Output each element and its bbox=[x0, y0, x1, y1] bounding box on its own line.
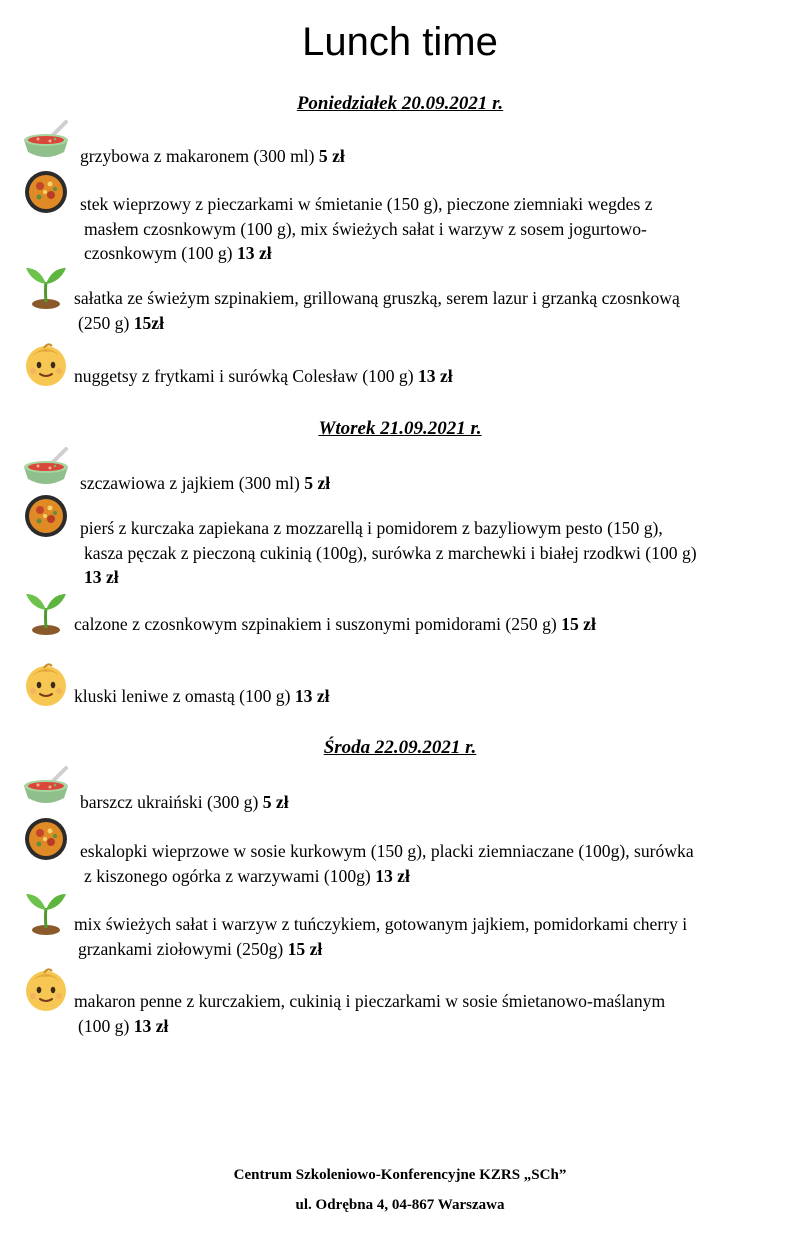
menu-item-price: 13 zł bbox=[375, 865, 410, 886]
day-heading: Poniedziałek 20.09.2021 r. bbox=[296, 93, 504, 114]
menu-item-description bbox=[80, 471, 792, 496]
menu-item-line: makaron penne z kurczakiem, cukinią i pieczarkami w sosie śmietanowo-maślanym bbox=[74, 991, 666, 1011]
menu-item-line: calzone z czosnkowym szpinakiem i suszonymi pomidorami (250 g) bbox=[74, 614, 562, 634]
soup-bowl-icon bbox=[22, 447, 70, 495]
menu-item-description bbox=[80, 839, 792, 888]
menu-item-line: eskalopki wieprzowe w sosie kurkowym (150 g), placki ziemniaczane (100g), surówka bbox=[80, 841, 694, 861]
menu-item-description bbox=[80, 516, 792, 590]
menu-item-description bbox=[74, 286, 792, 335]
menu-item-line: masłem czosnkowym (100 g), mix świeżych sałat i warzyw z sosem jogurtowo- bbox=[84, 218, 647, 239]
menu-item-price: 13 zł bbox=[418, 366, 453, 386]
menu-item-description bbox=[74, 989, 792, 1038]
menu-item-price: 5 zł bbox=[318, 146, 345, 166]
menu-item-line: sałatka ze świeżym szpinakiem, grillowaną gruszką, serem lazur i grzanką czosnkową bbox=[74, 288, 680, 308]
menu-item-line: pierś z kurczaka zapiekana z mozzarellą i pomidorem z bazyliowym pesto (150 g), bbox=[80, 518, 663, 538]
page-title: Lunch time bbox=[302, 20, 498, 64]
menu-item-line: grzybowa z makaronem (300 ml) bbox=[80, 146, 319, 166]
menu-item-line: czosnkowym (100 g) bbox=[84, 243, 237, 263]
menu-item-price: 15zł bbox=[133, 312, 164, 333]
menu-item-description bbox=[74, 364, 792, 389]
paella-pan-icon bbox=[22, 168, 70, 216]
menu-item-description bbox=[80, 144, 792, 169]
seedling-icon bbox=[22, 588, 70, 636]
menu-item-line: nuggetsy z frytkami i surówką Colesław (100 g) bbox=[74, 366, 418, 386]
menu-item-line: (100 g) bbox=[78, 1015, 134, 1036]
menu-item-line: barszcz ukraiński (300 g) bbox=[80, 792, 263, 812]
menu-item-description bbox=[80, 790, 792, 815]
baby-face-icon bbox=[22, 965, 70, 1013]
menu-item-line: z kiszonego ogórka z warzywami (100g) bbox=[84, 865, 376, 886]
menu-item-price: 15 zł bbox=[287, 938, 323, 959]
menu-item-line: kasza pęczak z pieczoną cukinią (100g), surówka z marchewki i białej rzodkwi (100 g) bbox=[84, 542, 697, 563]
soup-bowl-icon bbox=[22, 120, 70, 168]
menu-item-description bbox=[80, 192, 792, 266]
menu-item-price: 13 zł bbox=[84, 567, 119, 587]
soup-bowl-icon bbox=[22, 766, 70, 814]
menu-item-description bbox=[74, 684, 792, 709]
menu-item-line: stek wieprzowy z pieczarkami w śmietanie (150 g), pieczone ziemniaki wegdes z bbox=[80, 194, 653, 214]
day-heading: Wtorek 21.09.2021 r. bbox=[318, 418, 482, 439]
menu-item-line: kluski leniwe z omastą (100 g) bbox=[74, 686, 295, 706]
day-heading: Środa 22.09.2021 r. bbox=[323, 737, 477, 758]
baby-face-icon bbox=[22, 340, 70, 388]
footer-address: ul. Odrębna 4, 04-867 Warszawa bbox=[295, 1197, 505, 1213]
seedling-icon bbox=[22, 888, 70, 936]
menu-item-price: 13 zł bbox=[236, 243, 272, 263]
menu-item-price: 13 zł bbox=[133, 1015, 169, 1036]
seedling-icon bbox=[22, 262, 70, 310]
menu-item-price: 5 zł bbox=[304, 473, 331, 493]
paella-pan-icon bbox=[22, 492, 70, 540]
menu-item-line: szczawiowa z jajkiem (300 ml) bbox=[80, 473, 305, 493]
paella-pan-icon bbox=[22, 815, 70, 863]
menu-item-price: 15 zł bbox=[561, 614, 596, 634]
menu-item-price: 5 zł bbox=[262, 792, 289, 812]
menu-item-line: mix świeżych sałat i warzyw z tuńczykiem, gotowanym jajkiem, pomidorkami cherry i bbox=[74, 914, 688, 934]
baby-face-icon bbox=[22, 660, 70, 708]
menu-item-description bbox=[74, 912, 792, 961]
footer-organization: Centrum Szkoleniowo-Konferencyjne KZRS „SCh” bbox=[233, 1167, 567, 1183]
menu-item-line: (250 g) bbox=[78, 312, 134, 333]
menu-item-line: grzankami ziołowymi (250g) bbox=[78, 938, 288, 959]
menu-item-description bbox=[74, 612, 792, 637]
menu-item-price: 13 zł bbox=[294, 686, 330, 706]
